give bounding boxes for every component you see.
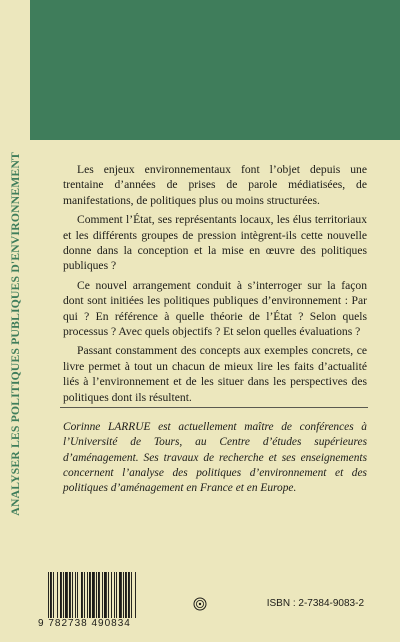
barcode-bar bbox=[92, 572, 95, 618]
blurb-paragraph-4: Passant constamment des concepts aux exemples concrets, ce livre permet à tout un chacun de mieux lire les faits d’actualité liés à l’environnement et de les situer dans les perspectives des politiques dont ils résultent. bbox=[63, 344, 367, 404]
barcode-bar bbox=[135, 572, 136, 618]
blurb-paragraph-2: Comment l’État, ses représentants locaux, les élus territoriaux et les différents groupes de pression intègrent-ils cette nouvelle donne dans la conception et la mise en œuvre des politiques publiques ? bbox=[63, 213, 367, 273]
barcode-bar bbox=[72, 572, 73, 618]
spine-title-text: ANALYSER LES POLITIQUES PUBLIQUES D'ENVIRONNEMENT bbox=[7, 152, 22, 516]
barcode-bar bbox=[75, 572, 76, 618]
barcode-bar bbox=[131, 572, 132, 618]
barcode-bar bbox=[98, 572, 100, 618]
barcode-bar bbox=[89, 572, 91, 618]
barcode-bar bbox=[57, 572, 58, 618]
blurb bbox=[63, 162, 367, 409]
barcode-digits: 9 782738 490834 bbox=[38, 618, 131, 629]
green-header-block bbox=[30, 0, 400, 140]
barcode-bar bbox=[96, 572, 97, 618]
barcode-bar bbox=[69, 572, 71, 618]
barcode-bar bbox=[119, 572, 122, 618]
barcode-bar bbox=[87, 572, 88, 618]
barcode-bars bbox=[48, 572, 164, 618]
blurb-paragraph-1: Les enjeux environnementaux font l’objet depuis une trentaine d’années de prises de parole médiatisées, de manifestations, de politiques plus ou moins structurées. bbox=[63, 163, 367, 207]
barcode-bar bbox=[65, 572, 68, 618]
barcode-bar bbox=[53, 572, 54, 618]
barcode-bar bbox=[84, 572, 85, 618]
barcode-bar bbox=[48, 572, 49, 618]
divider-line bbox=[60, 407, 368, 408]
isbn: ISBN : 2-7384-9083-2 bbox=[266, 598, 364, 609]
blurb-paragraph-3: Ce nouvel arrangement conduit à s’interroger sur la façon dont sont initiées les politiques publiques d’environnement : Par qui ? En référence à quelle théorie de l’État ? Selon quels processus ? Avec quels objectifs ? Et selon quelles évaluations ? bbox=[63, 278, 367, 339]
barcode-bar bbox=[116, 572, 117, 618]
barcode-bar bbox=[111, 572, 112, 618]
barcode-bar bbox=[63, 572, 64, 618]
author-bio: Corinne LARRUE est actuellement maître de conférences à l’Université de Tours, au Centre d’études supérieures d’aménagement. Ses travaux de recherche et ses enseignements concernent l’analyse des politiques d’environnement et des politiques d’aménagement en France et en Europe. bbox=[63, 421, 367, 495]
barcode-bar bbox=[108, 572, 109, 618]
spine-title bbox=[3, 80, 27, 588]
barcode-bar bbox=[60, 572, 62, 618]
barcode-bar bbox=[125, 572, 127, 618]
barcode-bar bbox=[77, 572, 78, 618]
barcode-bar bbox=[123, 572, 124, 618]
barcode-bar bbox=[114, 572, 115, 618]
barcode-bar bbox=[50, 572, 52, 618]
barcode-bar bbox=[128, 572, 130, 618]
barcode-bar bbox=[102, 572, 103, 618]
barcode-bar bbox=[81, 572, 83, 618]
barcode-bar bbox=[104, 572, 107, 618]
